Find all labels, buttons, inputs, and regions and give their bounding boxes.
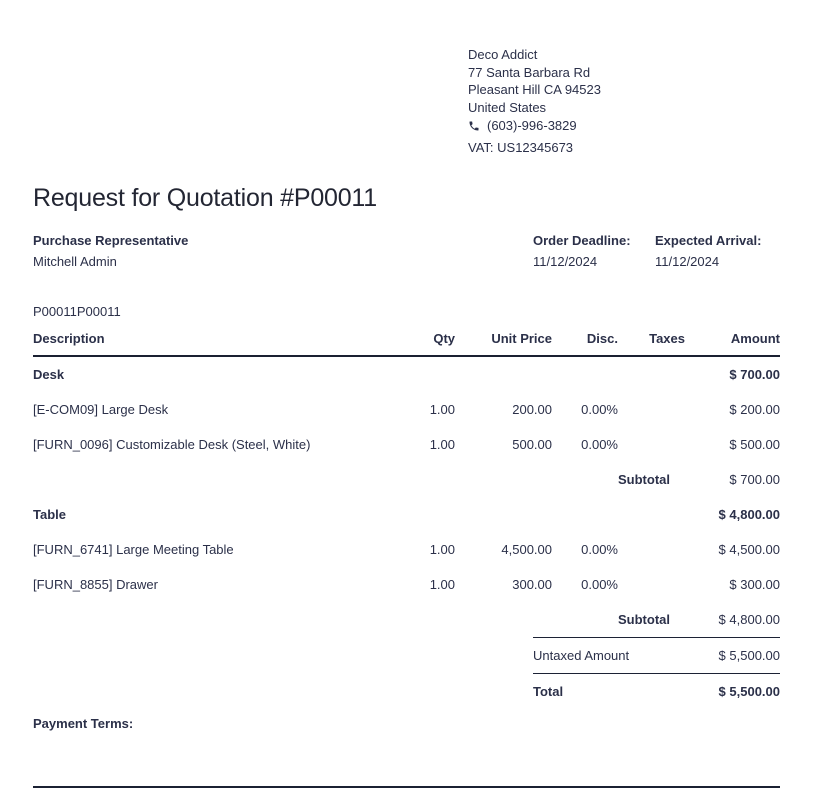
order-deadline-value: 11/12/2024 bbox=[533, 253, 598, 269]
line-disc: 0.00% bbox=[581, 541, 618, 557]
total-label: Total bbox=[533, 683, 564, 699]
line-disc: 0.00% bbox=[581, 436, 618, 452]
phone-icon bbox=[468, 120, 480, 132]
document-title: Request for Quotation #P00011 bbox=[33, 183, 377, 212]
total-row bbox=[533, 673, 780, 709]
purchase-representative-label: Purchase Representative bbox=[33, 232, 189, 248]
line-taxes bbox=[618, 427, 685, 462]
line-amount: $ 4,500.00 bbox=[718, 541, 780, 557]
untaxed-amount-label: Untaxed Amount bbox=[533, 647, 630, 663]
header-disc: Disc. bbox=[552, 326, 618, 356]
line-unit-price: 200.00 bbox=[512, 401, 552, 417]
line-unit-price: 500.00 bbox=[512, 436, 552, 452]
line-disc: 0.00% bbox=[581, 401, 618, 417]
line-qty: 1.00 bbox=[429, 541, 455, 557]
line-qty: 1.00 bbox=[429, 436, 455, 452]
table-row bbox=[33, 532, 780, 567]
expected-arrival-value: 11/12/2024 bbox=[655, 253, 720, 269]
line-unit-price: 4,500.00 bbox=[501, 541, 552, 557]
header-qty: Qty bbox=[390, 326, 455, 356]
line-description: [FURN_6741] Large Meeting Table bbox=[33, 541, 234, 557]
total-value: $ 5,500.00 bbox=[718, 683, 780, 699]
totals-block bbox=[533, 637, 780, 709]
expected-arrival-block bbox=[655, 233, 761, 269]
line-amount: $ 200.00 bbox=[729, 401, 780, 417]
subtotal-amount: $ 700.00 bbox=[729, 471, 780, 487]
line-description: [FURN_0096] Customizable Desk (Steel, White) bbox=[33, 436, 311, 452]
line-taxes bbox=[618, 532, 685, 567]
section-name: Desk bbox=[33, 366, 65, 382]
company-name: Deco Addict bbox=[468, 47, 538, 62]
table-row bbox=[33, 567, 780, 602]
subtotal-row-desk bbox=[33, 462, 780, 497]
footer-divider bbox=[33, 786, 780, 788]
section-amount: $ 700.00 bbox=[729, 366, 780, 382]
company-country: United States bbox=[468, 99, 547, 115]
subtotal-amount: $ 4,800.00 bbox=[718, 611, 780, 627]
company-address-block bbox=[468, 46, 780, 157]
line-amount: $ 500.00 bbox=[729, 436, 780, 452]
line-amount: $ 300.00 bbox=[729, 576, 780, 592]
section-name: Table bbox=[33, 506, 66, 522]
company-phone: (603)-996-3829 bbox=[487, 118, 577, 134]
line-qty: 1.00 bbox=[429, 576, 455, 592]
line-description: [E-COM09] Large Desk bbox=[33, 401, 169, 417]
payment-terms-label: Payment Terms: bbox=[33, 715, 134, 731]
company-city: Pleasant Hill CA 94523 bbox=[468, 82, 601, 97]
table-header-row bbox=[33, 326, 780, 356]
line-qty: 1.00 bbox=[429, 401, 455, 417]
quotation-document bbox=[0, 46, 814, 731]
section-row-desk bbox=[33, 356, 780, 392]
line-unit-price: 300.00 bbox=[512, 576, 552, 592]
purchase-representative-value: Mitchell Admin bbox=[33, 253, 117, 269]
order-reference: P00011P00011 bbox=[33, 303, 121, 319]
header-amount: Amount bbox=[685, 326, 780, 356]
company-vat: VAT: US12345673 bbox=[468, 140, 574, 155]
line-items-table bbox=[33, 326, 780, 637]
line-description: [FURN_8855] Drawer bbox=[33, 576, 158, 592]
header-unit-price: Unit Price bbox=[455, 326, 552, 356]
company-phone-line bbox=[468, 117, 780, 135]
header-description: Description bbox=[33, 326, 390, 356]
line-taxes bbox=[618, 567, 685, 602]
expected-arrival-label: Expected Arrival: bbox=[655, 232, 762, 248]
line-disc: 0.00% bbox=[581, 576, 618, 592]
table-row bbox=[33, 392, 780, 427]
info-row bbox=[33, 233, 780, 281]
untaxed-amount-value: $ 5,500.00 bbox=[718, 647, 780, 663]
subtotal-label: Subtotal bbox=[618, 611, 670, 627]
table-row bbox=[33, 427, 780, 462]
order-deadline-label: Order Deadline: bbox=[533, 232, 631, 248]
line-taxes bbox=[618, 392, 685, 427]
subtotal-row-table bbox=[33, 602, 780, 637]
order-deadline-block bbox=[533, 233, 631, 269]
subtotal-label: Subtotal bbox=[618, 471, 670, 487]
header-taxes: Taxes bbox=[618, 326, 685, 356]
section-row-table bbox=[33, 497, 780, 532]
company-street: 77 Santa Barbara Rd bbox=[468, 64, 591, 80]
untaxed-amount-row bbox=[533, 637, 780, 673]
section-amount: $ 4,800.00 bbox=[718, 506, 780, 522]
